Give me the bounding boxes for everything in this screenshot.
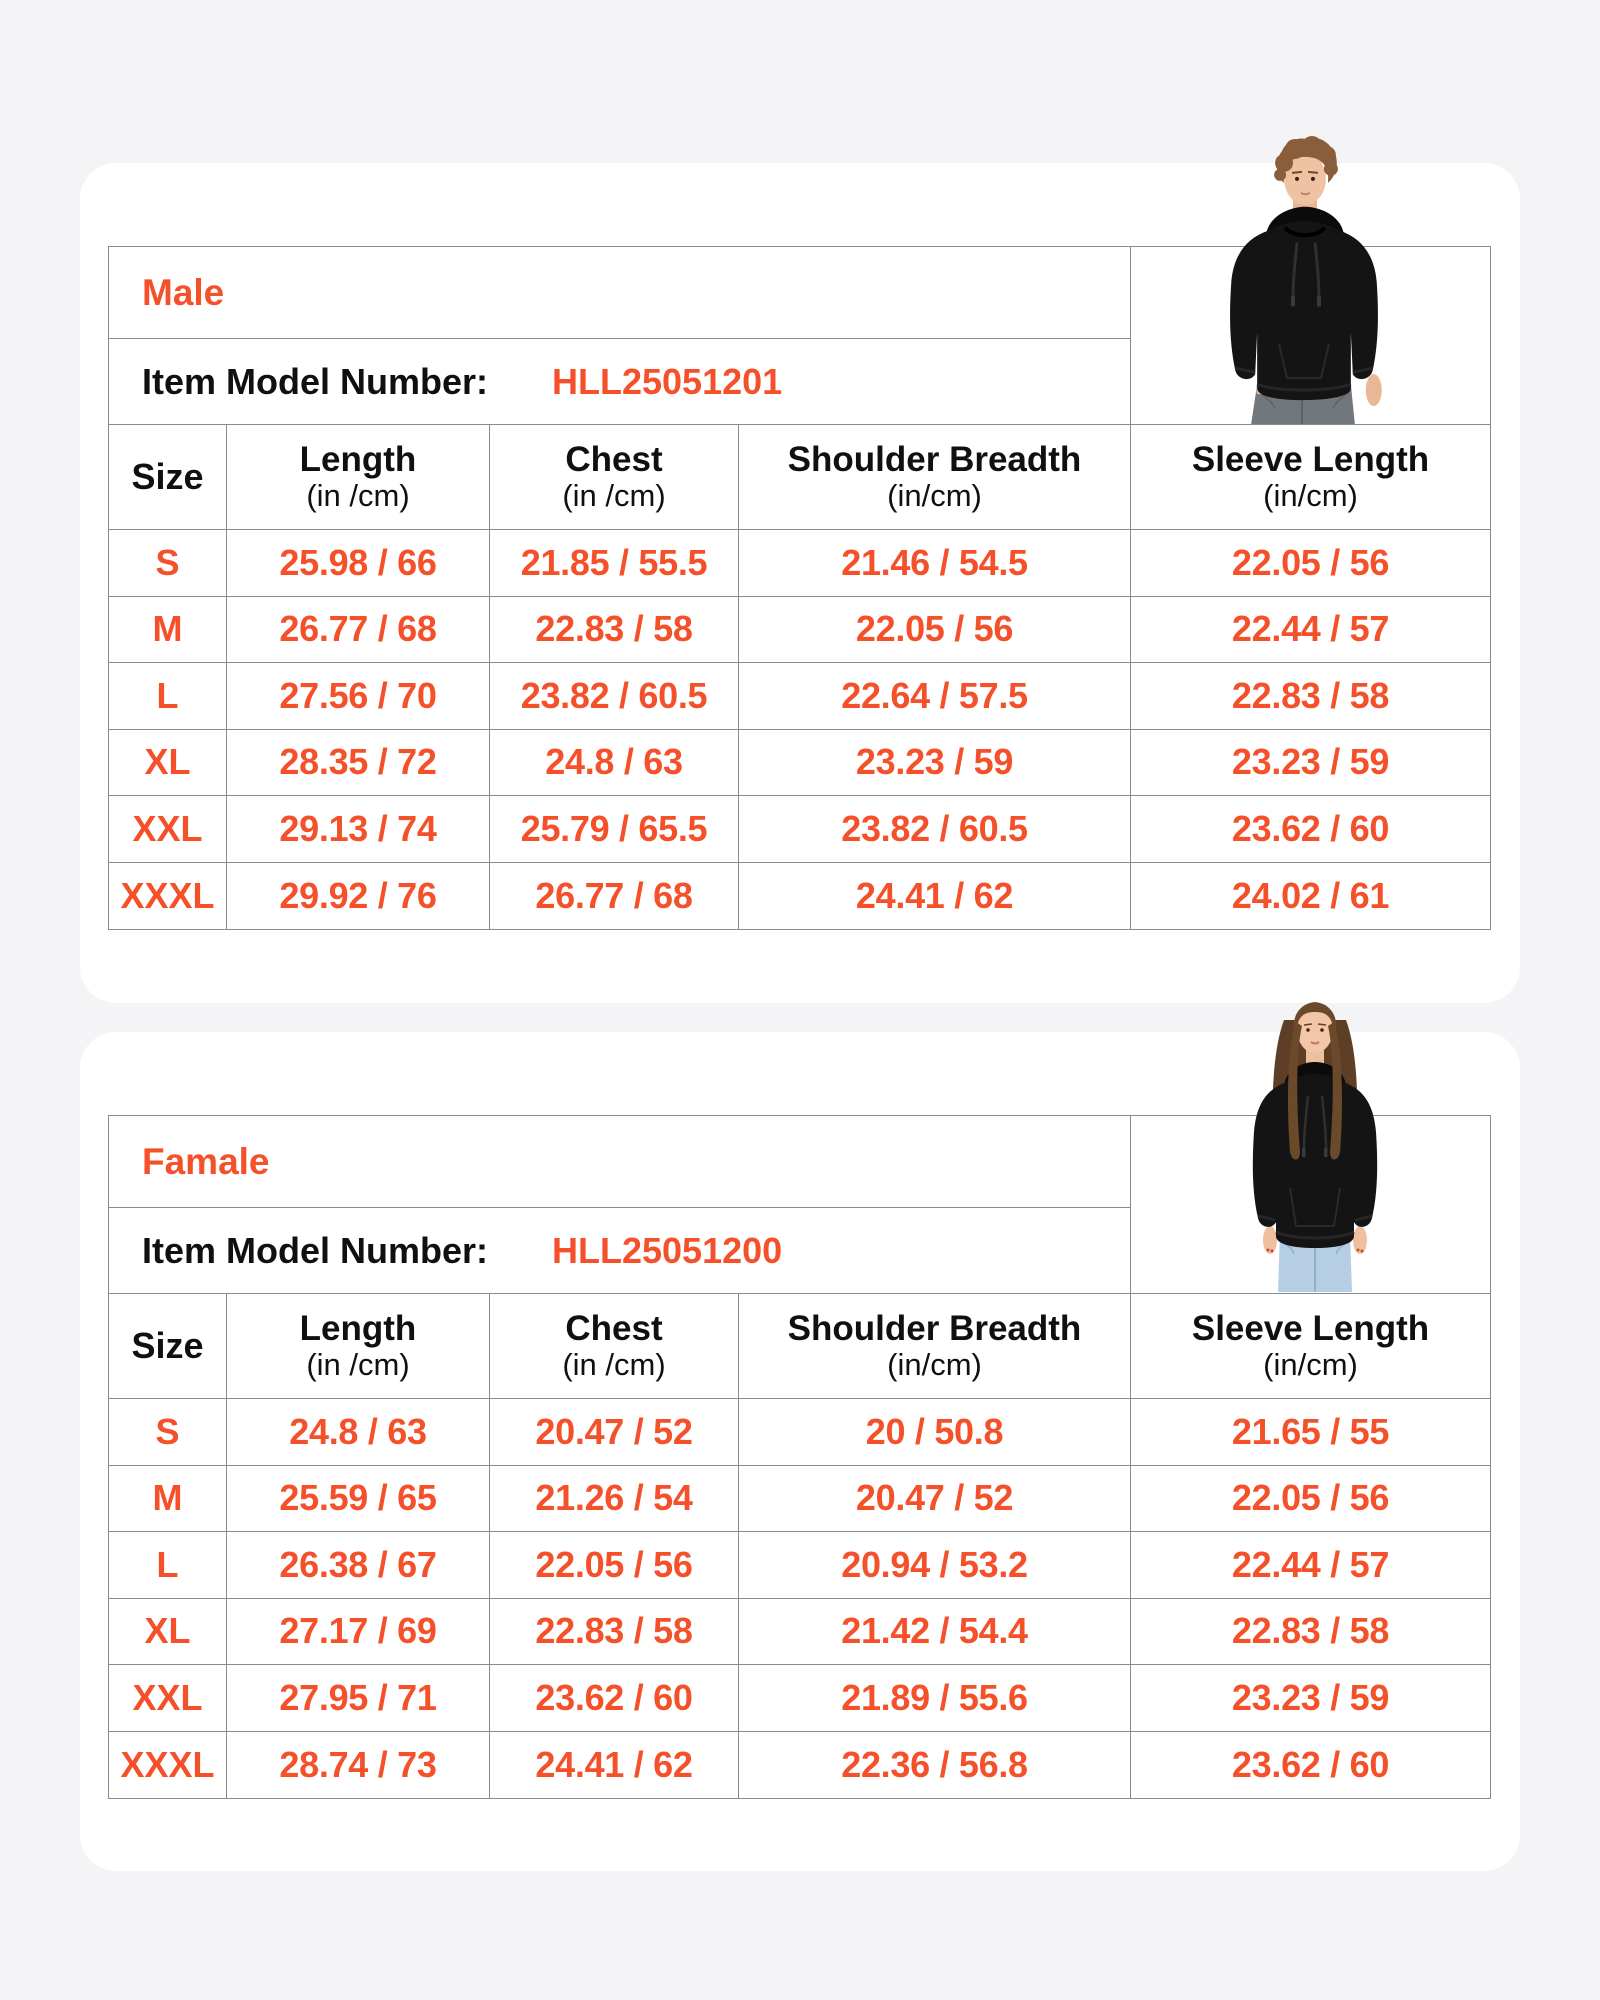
shoulder-cell: 21.46 / 54.5 <box>739 530 1131 597</box>
shoulder-cell: 22.36 / 56.8 <box>739 1732 1131 1799</box>
shoulder-cell: 23.82 / 60.5 <box>739 796 1131 863</box>
chest-cell: 22.83 / 58 <box>490 597 739 664</box>
male-table-title: Male <box>109 247 1131 339</box>
chest-cell: 22.83 / 58 <box>490 1599 739 1666</box>
female-table-title: Famale <box>109 1116 1131 1208</box>
sleeve-cell: 23.23 / 59 <box>1131 1665 1490 1732</box>
size-cell: L <box>109 1532 227 1599</box>
col-header-size: Size <box>109 1294 227 1399</box>
size-cell: XL <box>109 730 227 797</box>
female-item-model-row <box>109 1208 1131 1294</box>
sleeve-cell: 22.83 / 58 <box>1131 1599 1490 1666</box>
length-cell: 26.77 / 68 <box>227 597 490 664</box>
size-cell: XXXL <box>109 1732 227 1799</box>
sleeve-cell: 22.05 / 56 <box>1131 530 1490 597</box>
sleeve-cell: 23.62 / 60 <box>1131 796 1490 863</box>
item-model-label: Item Model Number: <box>142 1229 489 1271</box>
size-cell: M <box>109 1466 227 1533</box>
length-cell: 25.59 / 65 <box>227 1466 490 1533</box>
sleeve-cell: 22.05 / 56 <box>1131 1466 1490 1533</box>
col-header-sleeve: Sleeve Length (in/cm) <box>1131 425 1490 530</box>
size-cell: L <box>109 663 227 730</box>
item-model-number: HLL25051200 <box>552 1229 783 1271</box>
chest-cell: 21.26 / 54 <box>490 1466 739 1533</box>
male-size-card <box>80 163 1520 1003</box>
col-header-chest: Chest (in /cm) <box>490 425 739 530</box>
length-cell: 27.56 / 70 <box>227 663 490 730</box>
size-cell: XXL <box>109 1665 227 1732</box>
col-header-size: Size <box>109 425 227 530</box>
chest-cell: 24.8 / 63 <box>490 730 739 797</box>
shoulder-cell: 23.23 / 59 <box>739 730 1131 797</box>
female-model-photo <box>1232 992 1397 1292</box>
male-model-photo <box>1205 133 1400 424</box>
length-cell: 24.8 / 63 <box>227 1399 490 1466</box>
shoulder-cell: 20 / 50.8 <box>739 1399 1131 1466</box>
size-cell: XXXL <box>109 863 227 930</box>
chest-cell: 24.41 / 62 <box>490 1732 739 1799</box>
shoulder-cell: 24.41 / 62 <box>739 863 1131 930</box>
length-cell: 26.38 / 67 <box>227 1532 490 1599</box>
chest-cell: 21.85 / 55.5 <box>490 530 739 597</box>
chest-cell: 23.82 / 60.5 <box>490 663 739 730</box>
chest-cell: 23.62 / 60 <box>490 1665 739 1732</box>
sleeve-cell: 23.62 / 60 <box>1231 1743 1390 1785</box>
length-cell: 29.13 / 74 <box>227 796 490 863</box>
col-header-length: Length (in /cm) <box>227 425 490 530</box>
length-cell: 29.92 / 76 <box>227 863 490 930</box>
shoulder-cell: 20.47 / 52 <box>739 1466 1131 1533</box>
length-cell: 25.98 / 66 <box>227 530 490 597</box>
size-cell: XL <box>109 1599 227 1666</box>
item-model-number: HLL25051201 <box>552 360 783 402</box>
col-header-chest: Chest (in /cm) <box>490 1294 739 1399</box>
shoulder-cell: 21.42 / 54.4 <box>739 1599 1131 1666</box>
shoulder-cell: 21.89 / 55.6 <box>739 1665 1131 1732</box>
chest-cell: 25.79 / 65.5 <box>490 796 739 863</box>
chest-cell: 20.47 / 52 <box>490 1399 739 1466</box>
chest-cell: 22.05 / 56 <box>490 1532 739 1599</box>
col-header-shoulder: Shoulder Breadth (in/cm) <box>739 425 1131 530</box>
shoulder-cell: 22.64 / 57.5 <box>739 663 1131 730</box>
size-cell: S <box>109 530 227 597</box>
sleeve-cell: 24.02 / 61 <box>1231 874 1390 916</box>
length-cell: 28.74 / 73 <box>227 1732 490 1799</box>
sleeve-cell: 22.83 / 58 <box>1131 663 1490 730</box>
item-model-label: Item Model Number: <box>142 360 489 402</box>
shoulder-cell: 22.05 / 56 <box>739 597 1131 664</box>
length-cell: 27.95 / 71 <box>227 1665 490 1732</box>
size-cell: S <box>109 1399 227 1466</box>
col-header-length: Length (in /cm) <box>227 1294 490 1399</box>
length-cell: 28.35 / 72 <box>227 730 490 797</box>
shoulder-cell: 20.94 / 53.2 <box>739 1532 1131 1599</box>
sleeve-cell: 22.44 / 57 <box>1131 1532 1490 1599</box>
col-header-sleeve: Sleeve Length (in/cm) <box>1131 1294 1490 1399</box>
sleeve-cell: 21.65 / 55 <box>1131 1399 1490 1466</box>
sleeve-cell: 22.44 / 57 <box>1131 597 1490 664</box>
length-cell: 27.17 / 69 <box>227 1599 490 1666</box>
col-header-shoulder: Shoulder Breadth (in/cm) <box>739 1294 1131 1399</box>
female-size-card <box>80 1032 1520 1871</box>
sleeve-cell: 23.23 / 59 <box>1131 730 1490 797</box>
chest-cell: 26.77 / 68 <box>490 863 739 930</box>
size-cell: XXL <box>109 796 227 863</box>
size-cell: M <box>109 597 227 664</box>
male-item-model-row <box>109 339 1131 425</box>
